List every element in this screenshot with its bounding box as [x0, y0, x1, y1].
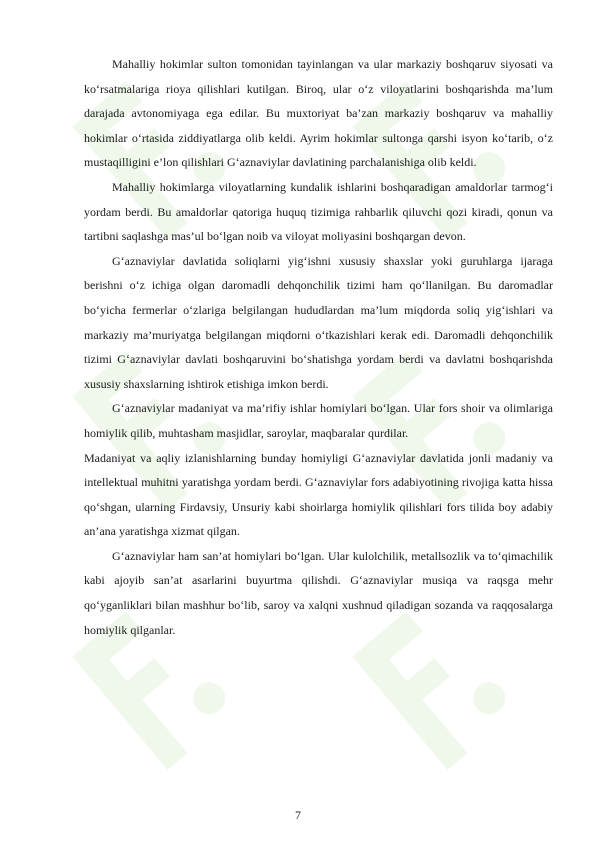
page-number: 7: [295, 808, 301, 822]
paragraph-2: Mahalliy hokimlarga viloyatlarning kundalik ishlarini boshqaradigan amaldorlar tarmog‘i yordam berdi. Bu amaldorlar qatoriga huquq tizimiga rahbarlik qiluvchi qozi kiradi, qonun va tartibni saqlashga mas’ul bo‘lgan noib va viloyat moliyasini boshqargan devon.: [84, 179, 553, 244]
body-text: [84, 52, 553, 642]
paragraph-1: Mahalliy hokimlar sulton tomonidan tayinlangan va ular markaziy boshqaruv siyosati va ko‘rsatmalariga rioya qilishlari kutilgan. Biroq, ular o‘z viloyatlarini boshqarishda ma’lum darajada avtonomiyaga ega edilar. Bu muxtoriyat ba’zan markaziy boshqaruv va mahalliy hokimlar o‘rtasida ziddiyatlarga olib keldi. Ayrim hokimlar sultonga qarshi isyon ko‘tarib, o‘z mustaqilligini e’lon qilishlari G‘aznaviylar davlatining parchalanishiga olib keldi.: [84, 57, 553, 170]
paragraph-4: G‘aznaviylar madaniyat va ma’rifiy ishlar homiylari bo‘lgan. Ular fors shoir va olimlariga homiylik qilib, muhtasham masjidlar, saroylar, maqbaralar qurdilar.: [84, 401, 553, 440]
paragraph-3: G‘aznaviylar davlatida soliqlarni yig‘ishni xususiy shaxslar yoki guruhlarga ijaraga berishni o‘z ichiga olgan daromadli dehqonchilik tizimi ham qo‘llanilgan. Bu daromadlar bo‘yicha fermerlar o‘zlariga belgilangan hududlardan ma’lum miqdorda soliq yig‘ishlari va markaziy ma’muriyatga belgilangan miqdorni o‘tkazishlari kerak edi. Daromadli dehqonchilik tizimi G‘aznaviylar davlati boshqaruvini bo‘shatishga yordam berdi va davlatni boshqarishda xususiy shaxslarning ishtirok etishiga imkon berdi.: [84, 253, 553, 391]
paragraph-5: Madaniyat va aqliy izlanishlarning bunday homiyligi G‘aznaviylar davlatida jonli madaniy va intellektual muhitni yaratishga yordam berdi. G‘aznaviylar fors adabiyotining rivojiga katta hissa qo‘shgan, ularning Firdavsiy, Unsuriy kabi shoirlarga homiylik qilishlari fors tilida boy adabiy an’ana yaratishga xizmat qilgan.: [84, 450, 553, 539]
paragraph-6: G‘aznaviylar ham san’at homiylari bo‘lgan. Ular kulolchilik, metallsozlik va to‘qimachilik kabi ajoyib san’at asarlarini buyurtma qilishdi. G‘aznaviylar musiqa va raqsga mehr qo‘yganliklari bilan mashhur bo‘lib, saroy va xalqni xushnud qiladigan sozanda va raqqosalarga homiylik qilganlar.: [84, 548, 553, 637]
